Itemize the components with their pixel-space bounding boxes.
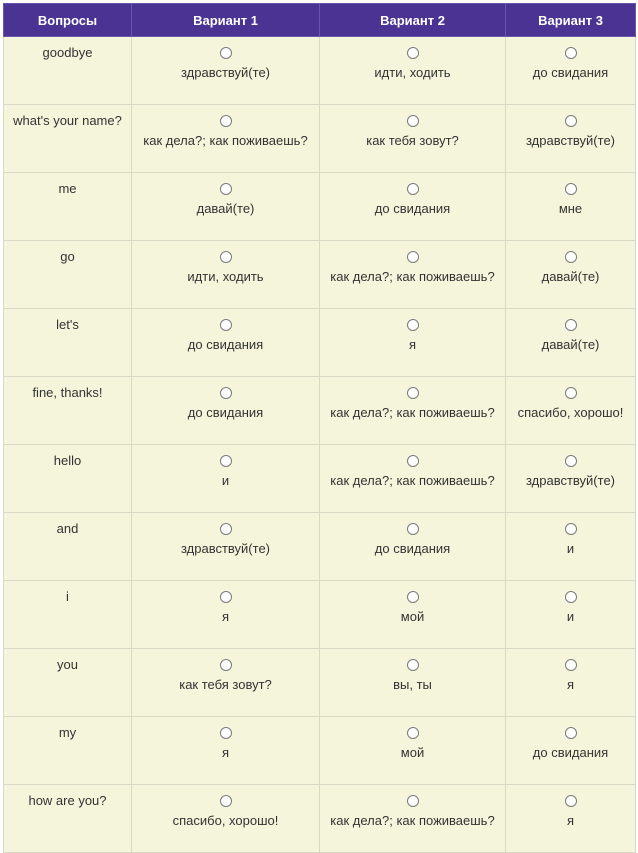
- question-cell: [4, 173, 132, 241]
- question-cell: [4, 377, 132, 445]
- option-label-wrap[interactable]: [132, 241, 319, 284]
- answer-option-1[interactable]: [132, 309, 320, 377]
- option-label-wrap[interactable]: [320, 173, 505, 216]
- option-label-wrap[interactable]: [132, 173, 319, 216]
- radio-button[interactable]: [407, 795, 419, 807]
- answer-option-1[interactable]: [132, 445, 320, 513]
- radio-button[interactable]: [220, 795, 232, 807]
- answer-option-3[interactable]: [506, 377, 636, 445]
- radio-button[interactable]: [565, 183, 577, 195]
- answer-option-2[interactable]: [320, 649, 506, 717]
- option-label-wrap[interactable]: [132, 377, 319, 420]
- option-label-wrap[interactable]: [506, 581, 635, 624]
- question-text: how are you?: [28, 793, 107, 808]
- option-text: давай(те): [541, 269, 600, 284]
- radio-button[interactable]: [407, 251, 419, 263]
- option-label-wrap[interactable]: [506, 785, 635, 828]
- radio-button[interactable]: [407, 387, 419, 399]
- radio-button[interactable]: [220, 455, 232, 467]
- option-label-wrap[interactable]: [506, 377, 635, 420]
- question-cell: [4, 649, 132, 717]
- option-text: я: [566, 677, 575, 692]
- option-text: как дела?; как поживаешь?: [143, 133, 308, 148]
- option-text: и: [566, 609, 575, 624]
- question-text: let's: [56, 317, 79, 332]
- question-text: hello: [53, 453, 82, 468]
- radio-button[interactable]: [407, 591, 419, 603]
- option-label-wrap[interactable]: [320, 377, 505, 420]
- answer-option-1[interactable]: [132, 241, 320, 309]
- quiz-body: [4, 37, 636, 853]
- radio-button[interactable]: [220, 659, 232, 671]
- answer-option-1[interactable]: [132, 717, 320, 785]
- option-text: мой: [400, 609, 425, 624]
- radio-button[interactable]: [565, 523, 577, 535]
- option-label-wrap[interactable]: [320, 581, 505, 624]
- option-label-wrap[interactable]: [320, 649, 505, 692]
- answer-option-3[interactable]: [506, 309, 636, 377]
- question-cell: [4, 785, 132, 853]
- radio-button[interactable]: [565, 115, 577, 127]
- answer-option-2[interactable]: [320, 445, 506, 513]
- answer-option-3[interactable]: [506, 649, 636, 717]
- answer-option-3[interactable]: [506, 241, 636, 309]
- radio-button[interactable]: [565, 455, 577, 467]
- radio-button[interactable]: [565, 387, 577, 399]
- option-text: мне: [558, 201, 583, 216]
- option-text: я: [221, 745, 230, 760]
- answer-option-1[interactable]: [132, 513, 320, 581]
- option-text: до свидания: [187, 405, 264, 420]
- radio-button[interactable]: [565, 591, 577, 603]
- option-label-wrap[interactable]: [506, 105, 635, 148]
- answer-option-1[interactable]: [132, 37, 320, 105]
- option-text: давай(те): [196, 201, 255, 216]
- answer-option-1[interactable]: [132, 377, 320, 445]
- header-variant-3: Вариант 3: [506, 4, 636, 37]
- answer-option-1[interactable]: [132, 173, 320, 241]
- table-row: [4, 445, 636, 513]
- option-text: здравствуй(те): [525, 133, 615, 148]
- question-text: you: [57, 657, 78, 672]
- radio-button[interactable]: [407, 523, 419, 535]
- answer-option-2[interactable]: [320, 173, 506, 241]
- option-text: я: [221, 609, 230, 624]
- question-text: my: [58, 725, 77, 740]
- option-label-wrap[interactable]: [132, 37, 319, 80]
- option-text: я: [566, 813, 575, 828]
- answer-option-3[interactable]: [506, 717, 636, 785]
- option-text: до свидания: [187, 337, 264, 352]
- radio-button[interactable]: [220, 251, 232, 263]
- radio-button[interactable]: [565, 319, 577, 331]
- table-row: [4, 241, 636, 309]
- question-text: me: [58, 181, 77, 196]
- header-variant-1: Вариант 1: [132, 4, 320, 37]
- option-text: спасибо, хорошо!: [172, 813, 279, 828]
- question-cell: [4, 581, 132, 649]
- radio-button[interactable]: [220, 115, 232, 127]
- question-text: fine, thanks!: [32, 385, 103, 400]
- answer-option-2[interactable]: [320, 513, 506, 581]
- option-label-wrap[interactable]: [132, 649, 319, 692]
- table-row: [4, 105, 636, 173]
- question-cell: [4, 241, 132, 309]
- answer-option-1[interactable]: [132, 785, 320, 853]
- question-text: what's your name?: [13, 113, 122, 128]
- question-cell: [4, 309, 132, 377]
- question-cell: [4, 717, 132, 785]
- option-text: здравствуй(те): [180, 65, 270, 80]
- header-questions: Вопросы: [4, 4, 132, 37]
- table-row: [4, 173, 636, 241]
- option-label-wrap[interactable]: [506, 649, 635, 692]
- option-label-wrap[interactable]: [132, 445, 319, 488]
- radio-button[interactable]: [220, 319, 232, 331]
- table-row: [4, 649, 636, 717]
- answer-option-2[interactable]: [320, 717, 506, 785]
- option-label-wrap[interactable]: [506, 445, 635, 488]
- option-text: вы, ты: [393, 677, 432, 692]
- question-text: and: [56, 521, 79, 536]
- answer-option-2[interactable]: [320, 309, 506, 377]
- radio-button[interactable]: [220, 47, 232, 59]
- answer-option-3[interactable]: [506, 445, 636, 513]
- option-label-wrap[interactable]: [132, 105, 319, 148]
- option-text: я: [408, 337, 417, 352]
- table-row: [4, 37, 636, 105]
- option-text: мой: [400, 745, 425, 760]
- option-text: до свидания: [532, 745, 609, 760]
- question-cell: [4, 513, 132, 581]
- option-label-wrap[interactable]: [132, 513, 319, 556]
- option-text: идти, ходить: [374, 65, 451, 80]
- option-label-wrap[interactable]: [320, 445, 505, 488]
- option-text: как дела?; как поживаешь?: [330, 813, 495, 828]
- option-label-wrap[interactable]: [132, 581, 319, 624]
- table-row: [4, 513, 636, 581]
- option-text: давай(те): [541, 337, 600, 352]
- radio-button[interactable]: [565, 659, 577, 671]
- question-cell: [4, 445, 132, 513]
- radio-button[interactable]: [565, 795, 577, 807]
- option-text: как дела?; как поживаешь?: [330, 473, 495, 488]
- option-text: и: [566, 541, 575, 556]
- option-label-wrap[interactable]: [506, 513, 635, 556]
- radio-button[interactable]: [220, 387, 232, 399]
- radio-button[interactable]: [407, 47, 419, 59]
- option-label-wrap[interactable]: [506, 173, 635, 216]
- option-text: спасибо, хорошо!: [517, 405, 624, 420]
- option-text: до свидания: [374, 541, 451, 556]
- option-text: идти, ходить: [187, 269, 264, 284]
- question-text: goodbye: [42, 45, 93, 60]
- table-row: [4, 785, 636, 853]
- option-label-wrap[interactable]: [320, 785, 505, 828]
- option-label-wrap[interactable]: [320, 309, 505, 352]
- radio-button[interactable]: [407, 115, 419, 127]
- answer-option-3[interactable]: [506, 105, 636, 173]
- table-row: [4, 309, 636, 377]
- radio-button[interactable]: [220, 183, 232, 195]
- quiz-table: [3, 3, 636, 853]
- option-text: как дела?; как поживаешь?: [330, 405, 495, 420]
- radio-button[interactable]: [407, 183, 419, 195]
- option-text: здравствуй(те): [180, 541, 270, 556]
- table-row: [4, 717, 636, 785]
- question-cell: [4, 105, 132, 173]
- radio-button[interactable]: [220, 523, 232, 535]
- option-text: как тебя зовут?: [179, 677, 272, 692]
- answer-option-1[interactable]: [132, 581, 320, 649]
- question-cell: [4, 37, 132, 105]
- option-label-wrap[interactable]: [132, 785, 319, 828]
- option-text: здравствуй(те): [525, 473, 615, 488]
- answer-option-3[interactable]: [506, 173, 636, 241]
- question-text: go: [60, 249, 75, 264]
- option-label-wrap[interactable]: [132, 717, 319, 760]
- table-row: [4, 581, 636, 649]
- option-label-wrap[interactable]: [132, 309, 319, 352]
- option-text: как дела?; как поживаешь?: [330, 269, 495, 284]
- option-text: до свидания: [532, 65, 609, 80]
- option-text: как тебя зовут?: [366, 133, 459, 148]
- option-label-wrap[interactable]: [506, 241, 635, 284]
- answer-option-2[interactable]: [320, 785, 506, 853]
- answer-option-1[interactable]: [132, 649, 320, 717]
- answer-option-1[interactable]: [132, 105, 320, 173]
- table-row: [4, 377, 636, 445]
- option-label-wrap[interactable]: [506, 717, 635, 760]
- question-text: i: [66, 589, 69, 604]
- radio-button[interactable]: [407, 455, 419, 467]
- answer-option-2[interactable]: [320, 241, 506, 309]
- header-variant-2: Вариант 2: [320, 4, 506, 37]
- radio-button[interactable]: [407, 659, 419, 671]
- answer-option-2[interactable]: [320, 377, 506, 445]
- radio-button[interactable]: [220, 727, 232, 739]
- option-label-wrap[interactable]: [506, 37, 635, 80]
- radio-button[interactable]: [565, 47, 577, 59]
- answer-option-3[interactable]: [506, 785, 636, 853]
- option-text: и: [221, 473, 230, 488]
- radio-button[interactable]: [407, 727, 419, 739]
- radio-button[interactable]: [565, 727, 577, 739]
- option-label-wrap[interactable]: [320, 513, 505, 556]
- radio-button[interactable]: [565, 251, 577, 263]
- answer-option-3[interactable]: [506, 581, 636, 649]
- radio-button[interactable]: [407, 319, 419, 331]
- option-label-wrap[interactable]: [320, 717, 505, 760]
- answer-option-2[interactable]: [320, 581, 506, 649]
- answer-option-2[interactable]: [320, 37, 506, 105]
- option-label-wrap[interactable]: [320, 105, 505, 148]
- header-row: [4, 4, 636, 37]
- answer-option-3[interactable]: [506, 513, 636, 581]
- option-label-wrap[interactable]: [320, 241, 505, 284]
- answer-option-2[interactable]: [320, 105, 506, 173]
- option-label-wrap[interactable]: [320, 37, 505, 80]
- answer-option-3[interactable]: [506, 37, 636, 105]
- option-text: до свидания: [374, 201, 451, 216]
- option-label-wrap[interactable]: [506, 309, 635, 352]
- radio-button[interactable]: [220, 591, 232, 603]
